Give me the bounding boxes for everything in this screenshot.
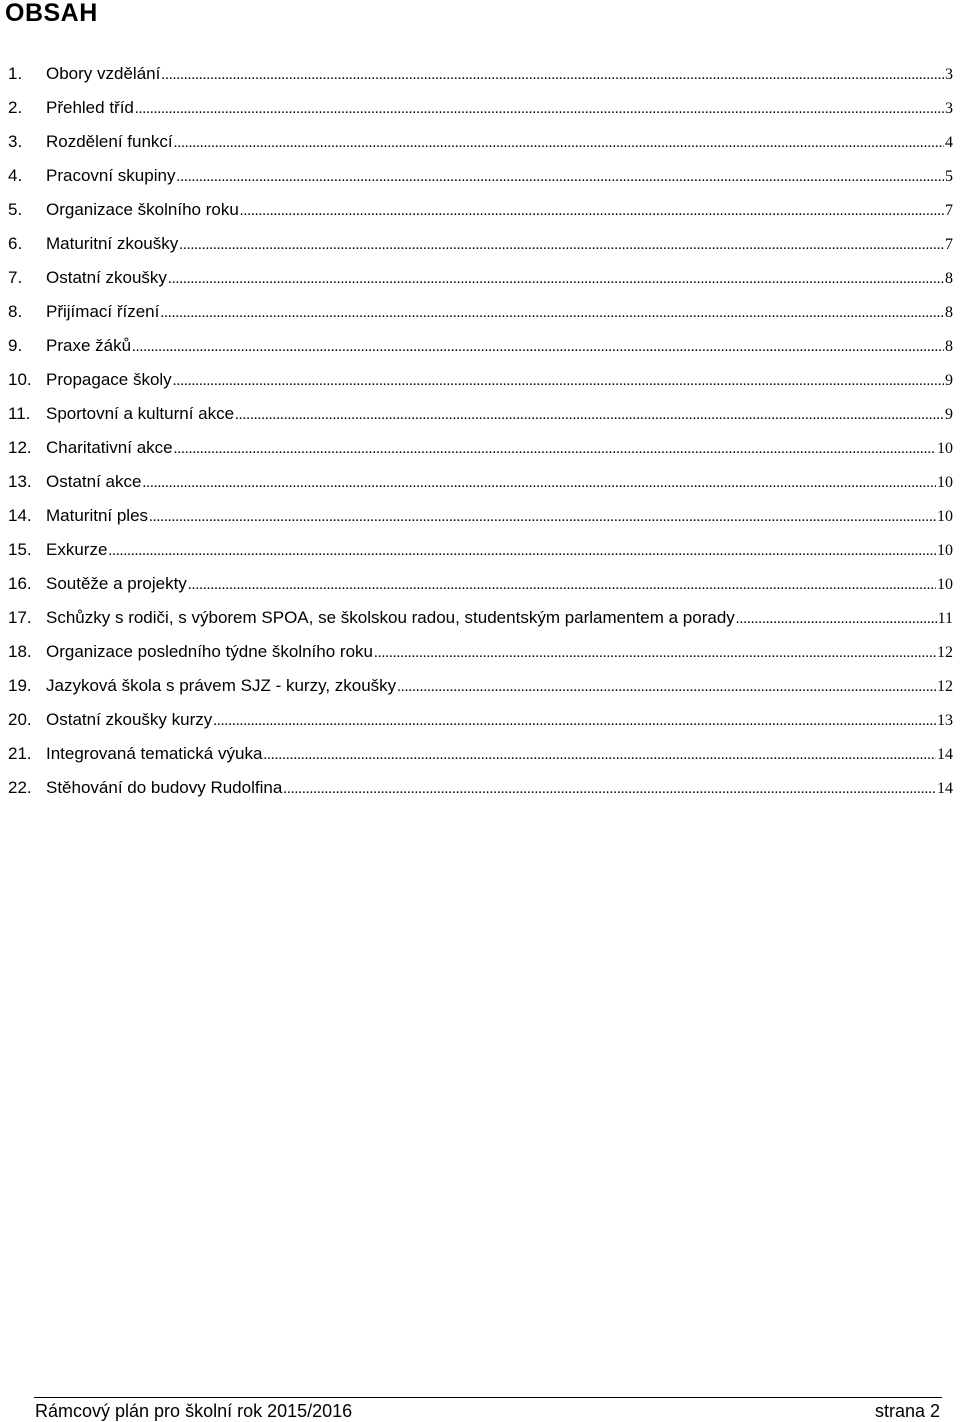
toc-entry[interactable]	[8, 601, 953, 635]
toc-entry-label[interactable]: Organizace školního roku	[46, 200, 239, 219]
toc-entry-page[interactable]: 7	[945, 202, 953, 219]
toc-entry[interactable]	[8, 431, 953, 465]
toc-dot-leader	[188, 568, 936, 602]
toc-dot-leader	[160, 296, 944, 330]
toc-entry[interactable]	[8, 261, 953, 295]
toc-entry[interactable]	[8, 91, 953, 125]
toc-dot-leader	[240, 194, 944, 228]
toc-entry[interactable]	[8, 669, 953, 703]
toc-entry[interactable]	[8, 397, 953, 431]
toc-entry-number: 5.	[8, 200, 23, 219]
toc-entry-number: 18.	[8, 642, 32, 661]
toc-entry-number: 21.	[8, 744, 32, 763]
toc-entry-number: 1.	[8, 64, 23, 83]
toc-entry-number: 15.	[8, 540, 32, 559]
toc-entry-label[interactable]: Přijímací řízení	[46, 302, 160, 321]
footer-page-number: strana 2	[874, 1401, 940, 1421]
toc-entry-label[interactable]: Integrovaná tematická výuka	[46, 744, 263, 763]
footer-document-title: Rámcový plán pro školní rok 2015/2016	[35, 1401, 353, 1421]
toc-dot-leader	[108, 534, 936, 568]
toc-entry-number: 17.	[8, 608, 32, 627]
toc-entry-label[interactable]: Sportovní a kulturní akce	[46, 404, 235, 423]
toc-entry-page[interactable]: 13	[937, 712, 953, 729]
toc-entry-page[interactable]: 12	[937, 678, 953, 695]
toc-entry[interactable]	[8, 295, 953, 329]
toc-entry[interactable]	[8, 635, 953, 669]
toc-dot-leader	[736, 602, 937, 636]
toc-entry-label[interactable]: Přehled tříd	[46, 98, 134, 117]
toc-entry[interactable]	[8, 737, 953, 771]
toc-entry-page[interactable]: 11	[937, 610, 953, 627]
toc-entry[interactable]	[8, 57, 953, 91]
toc-entry-page[interactable]: 8	[945, 270, 953, 287]
toc-entry[interactable]	[8, 193, 953, 227]
toc-entry-page[interactable]: 3	[945, 66, 953, 83]
toc-entry-page[interactable]: 8	[945, 304, 953, 321]
toc-entry-page[interactable]: 8	[945, 338, 953, 355]
toc-entry-number: 9.	[8, 336, 23, 355]
toc-entry-page[interactable]: 14	[937, 746, 953, 763]
toc-dot-leader	[213, 704, 936, 738]
toc-dot-leader	[135, 92, 944, 126]
toc-entry[interactable]	[8, 771, 953, 805]
toc-entry[interactable]	[8, 227, 953, 261]
toc-entry-label[interactable]: Charitativní akce	[46, 438, 173, 457]
toc-dot-leader	[161, 58, 944, 92]
toc-entry-number: 8.	[8, 302, 23, 321]
toc-entry-label[interactable]: Ostatní akce	[46, 472, 142, 491]
toc-entry-number: 6.	[8, 234, 23, 253]
toc-entry-number: 14.	[8, 506, 32, 525]
toc-entry-page[interactable]: 10	[937, 440, 953, 457]
toc-entry-label[interactable]: Soutěže a projekty	[46, 574, 187, 593]
toc-entry-page[interactable]: 5	[945, 168, 953, 185]
toc-entry-label[interactable]: Obory vzdělání	[46, 64, 161, 83]
toc-entry-page[interactable]: 10	[937, 508, 953, 525]
toc-entry[interactable]	[8, 465, 953, 499]
toc-entry-page[interactable]: 14	[937, 780, 953, 797]
toc-entry-label[interactable]: Exkurze	[46, 540, 108, 559]
toc-entry-label[interactable]: Schůzky s rodiči, s výborem SPOA, se školskou radou, studentským parlamentem a porady	[46, 608, 735, 627]
toc-entry-label[interactable]: Rozdělení funkcí	[46, 132, 173, 151]
toc-dot-leader	[142, 466, 936, 500]
toc-entry-label[interactable]: Maturitní zkoušky	[46, 234, 179, 253]
toc-entry-label[interactable]: Stěhování do budovy Rudolfina	[46, 778, 283, 797]
toc-entry-number: 16.	[8, 574, 32, 593]
toc-entry-page[interactable]: 4	[945, 134, 953, 151]
toc-dot-leader	[174, 432, 936, 466]
toc-entry-number: 13.	[8, 472, 32, 491]
toc-dot-leader	[173, 364, 944, 398]
toc-entry[interactable]	[8, 567, 953, 601]
toc-entry-label[interactable]: Pracovní skupiny	[46, 166, 176, 185]
toc-entry-number: 19.	[8, 676, 32, 695]
toc-entry-number: 4.	[8, 166, 23, 185]
toc-dot-leader	[176, 160, 944, 194]
toc-entry-label[interactable]: Praxe žáků	[46, 336, 132, 355]
toc-entry-label[interactable]: Jazyková škola s právem SJZ - kurzy, zkoušky	[46, 676, 397, 695]
toc-dot-leader	[235, 398, 944, 432]
toc-entry-page[interactable]: 3	[945, 100, 953, 117]
page-title: OBSAH	[5, 0, 98, 27]
toc-dot-leader	[132, 330, 944, 364]
toc-dot-leader	[283, 772, 936, 806]
toc-dot-leader	[168, 262, 944, 296]
toc-entry-number: 3.	[8, 132, 23, 151]
toc-entry[interactable]	[8, 159, 953, 193]
toc-entry[interactable]	[8, 533, 953, 567]
toc-dot-leader	[397, 670, 936, 704]
footer-divider	[34, 1397, 942, 1398]
toc-entry-number: 11.	[8, 404, 31, 423]
toc-entry[interactable]	[8, 703, 953, 737]
toc-entry-number: 12.	[8, 438, 32, 457]
toc-entry-number: 20.	[8, 710, 32, 729]
toc-entry[interactable]	[8, 499, 953, 533]
toc-entry-label[interactable]: Ostatní zkoušky	[46, 268, 167, 287]
toc-entry-label[interactable]: Propagace školy	[46, 370, 172, 389]
toc-dot-leader	[179, 228, 944, 262]
toc-entry-page[interactable]: 10	[937, 542, 953, 559]
toc-entry-page[interactable]: 10	[937, 576, 953, 593]
toc-entry[interactable]	[8, 125, 953, 159]
toc-dot-leader	[174, 126, 944, 160]
toc-entry-number: 7.	[8, 268, 23, 287]
toc-entry-number: 22.	[8, 778, 32, 797]
toc-dot-leader	[263, 738, 936, 772]
toc-dot-leader	[149, 500, 936, 534]
table-of-contents	[8, 57, 953, 805]
toc-entry-number: 10.	[8, 370, 32, 389]
toc-entry-page[interactable]: 10	[937, 474, 953, 491]
toc-entry[interactable]	[8, 363, 953, 397]
toc-entry-page[interactable]: 12	[937, 644, 953, 661]
toc-entry-page[interactable]: 7	[945, 236, 953, 253]
toc-entry-page[interactable]: 9	[945, 406, 953, 423]
toc-entry-label[interactable]: Ostatní zkoušky kurzy	[46, 710, 213, 729]
toc-entry-label[interactable]: Organizace posledního týdne školního roku	[46, 642, 373, 661]
toc-dot-leader	[374, 636, 936, 670]
toc-entry[interactable]	[8, 329, 953, 363]
toc-entry-label[interactable]: Maturitní ples	[46, 506, 149, 525]
toc-entry-page[interactable]: 9	[945, 372, 953, 389]
toc-entry-number: 2.	[8, 98, 23, 117]
